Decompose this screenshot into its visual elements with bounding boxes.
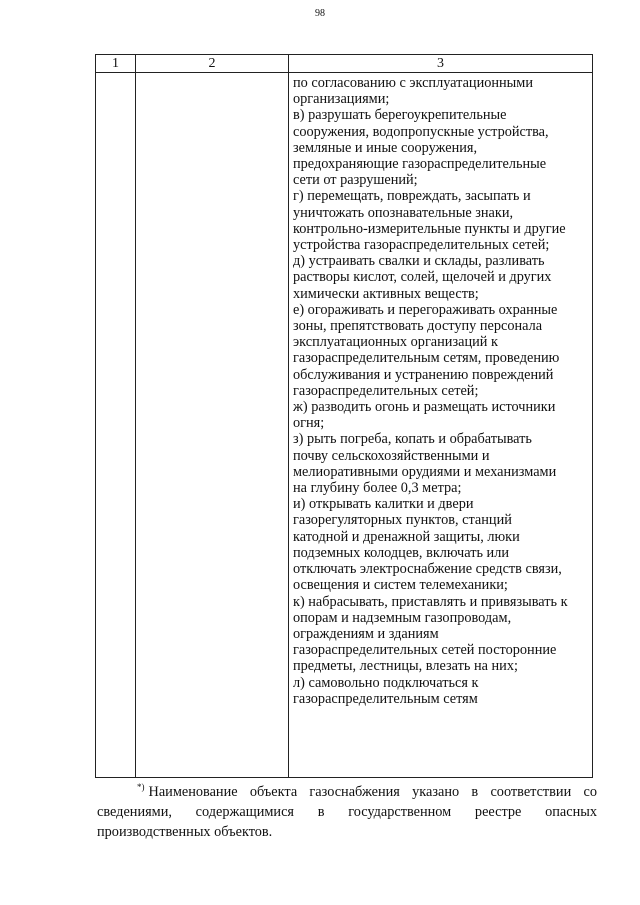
table-cell-text-line: в) разрушать берегоукрепительные	[293, 107, 507, 124]
table-cell-text-line: л) самовольно подключаться к	[293, 674, 479, 691]
table-cell-text-line: ограждениям и зданиям	[293, 625, 439, 642]
document-table	[95, 54, 593, 778]
table-cell-text-line: контрольно-измерительные пункты и другие	[293, 220, 566, 237]
table-row	[96, 73, 593, 778]
footnote-line-1	[97, 777, 597, 802]
table-cell-text-line: г) перемещать, повреждать, засыпать и	[293, 188, 531, 205]
table-cell-text-line: опорам и надземным газопроводам,	[293, 609, 512, 626]
table-cell-text-line: устройства газораспределительных сетей;	[293, 237, 550, 254]
table-cell-text-line: зоны, препятствовать доступу персонала	[293, 318, 543, 335]
table-cell-text-line: огня;	[293, 415, 325, 432]
table-cell-text-line: и) открывать калитки и двери	[293, 496, 474, 513]
footnote	[97, 777, 597, 842]
table-cell-text-line: эксплуатационных организаций к	[293, 334, 498, 351]
table-cell-text-line: почву сельскохозяйственными и	[293, 447, 490, 464]
table-cell-text-line: газораспределительным сетям, проведению	[293, 350, 560, 367]
footnote-line-3: производственных объектов.	[97, 824, 273, 840]
table-cell-col2	[136, 73, 289, 778]
table-cell-text-line: уничтожать опознавательные знаки,	[293, 204, 514, 221]
table-cell-text-line: сети от разрушений;	[293, 172, 418, 189]
table-cell-text-line: химически активных веществ;	[293, 285, 479, 302]
table-cell-text-line: к) набрасывать, приставлять и привязывать к	[293, 593, 568, 610]
footnote-text-1: Наименование объекта газоснабжения указано в соответствии со	[148, 784, 597, 800]
footnote-line-2: сведениями, содержащимися в государственном реестре опасных	[97, 804, 597, 820]
table-cell-col3	[289, 73, 593, 778]
table-cell-text-line: подземных колодцев, включать или	[293, 544, 509, 561]
table-cell-text-line: отключать электроснабжение средств связи,	[293, 561, 562, 578]
table-header-row	[96, 55, 593, 73]
table-cell-text-line: е) огораживать и перегораживать охранные	[293, 301, 558, 318]
table-cell-text-line: обслуживания и устранению повреждений	[293, 366, 554, 383]
table-cell-text-line: з) рыть погреба, копать и обрабатывать	[293, 431, 532, 448]
table-cell-col1	[96, 73, 136, 778]
page-number: 98	[315, 8, 325, 19]
table-cell-text-line: организациями;	[293, 91, 390, 108]
table-cell-text-line: на глубину более 0,3 метра;	[293, 480, 462, 497]
table-cell-text-line: сооружения, водопропускные устройства,	[293, 123, 549, 140]
table-cell-text-line: предохраняющие газораспределительные	[293, 156, 547, 173]
table-cell-text-line: газораспределительных сетей;	[293, 382, 479, 399]
table-cell-text-line: ж) разводить огонь и размещать источники	[293, 399, 556, 416]
table-cell-text-line: растворы кислот, солей, щелочей и других	[293, 269, 552, 286]
footnote-mark: *)	[137, 782, 145, 792]
table-cell-text-line: газораспределительных сетей посторонние	[293, 642, 557, 659]
column-header-1: 1	[96, 55, 136, 73]
table-cell-text-line: по согласованию с эксплуатационными	[293, 75, 533, 91]
column-header-2: 2	[136, 55, 289, 73]
table-cell-text-line: катодной и дренажной защиты, люки	[293, 528, 520, 545]
table-cell-text-line: освещения и систем телемеханики;	[293, 577, 508, 594]
table-cell-text-line: газораспределительным сетям	[293, 690, 478, 707]
table-cell-text-line: д) устраивать свалки и склады, разливать	[293, 253, 545, 270]
table-cell-text-line: предметы, лестницы, влезать на них;	[293, 658, 518, 675]
table-cell-text-line: газорегуляторных пунктов, станций	[293, 512, 512, 529]
table-cell-text-line: мелиоративными орудиями и механизмами	[293, 463, 557, 480]
column-header-3: 3	[289, 55, 593, 73]
table-cell-text-line: земляные и иные сооружения,	[293, 139, 478, 156]
